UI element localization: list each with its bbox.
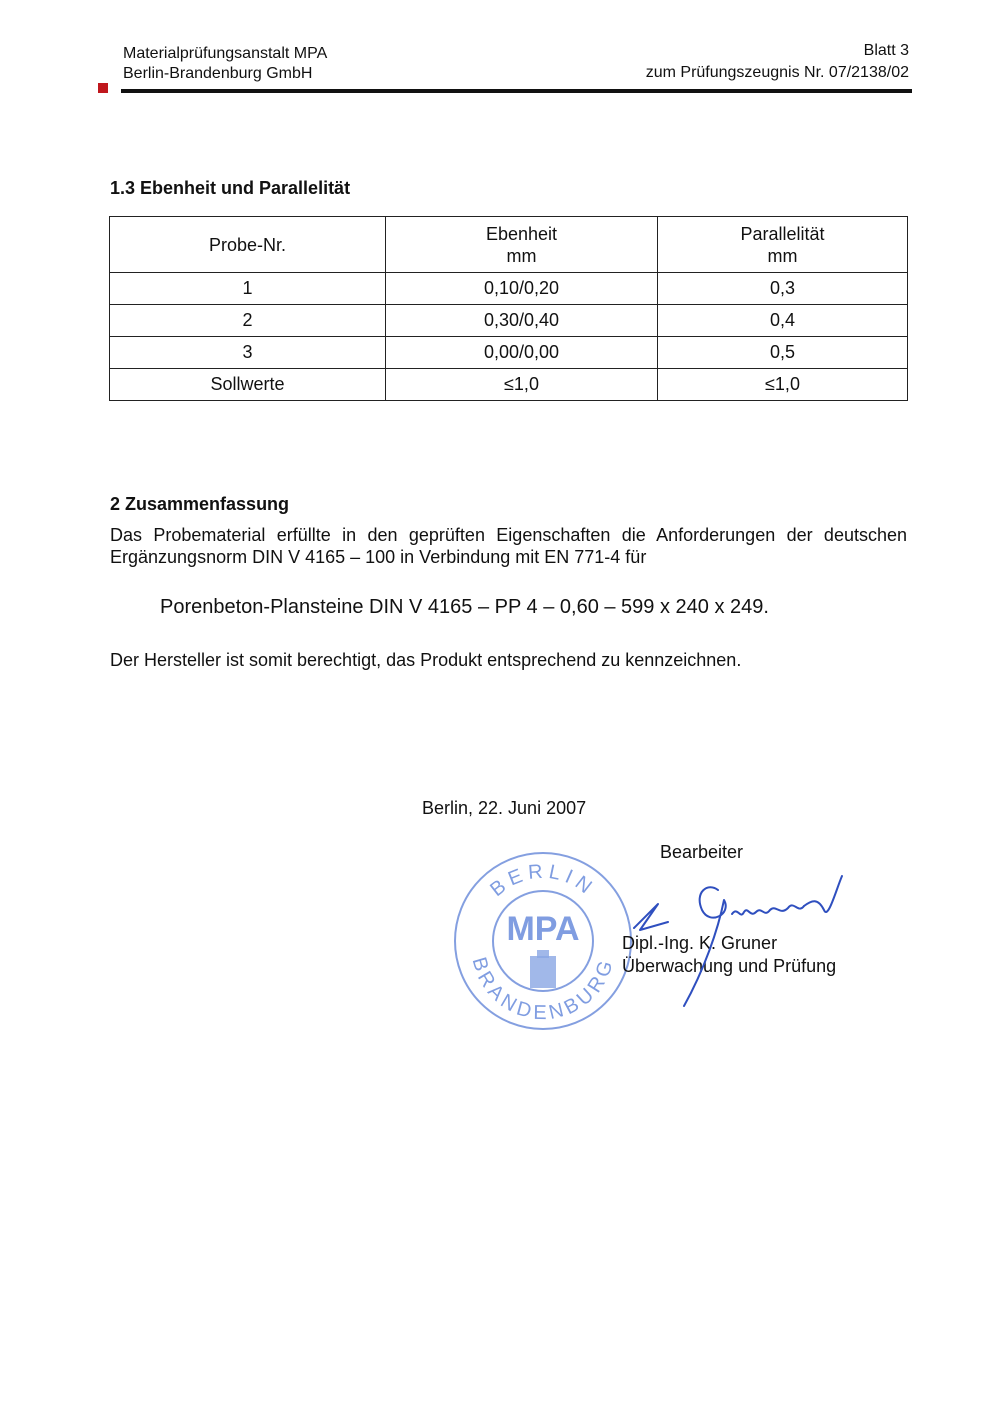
column-header: Ebenheit mm	[386, 217, 658, 273]
table-cell: 0,30/0,40	[386, 305, 658, 337]
sheet-number: Blatt 3	[863, 42, 909, 59]
table-cell: ≤1,0	[386, 369, 658, 401]
table-cell: ≤1,0	[658, 369, 908, 401]
header-organization	[123, 44, 327, 84]
table-cell: 2	[110, 305, 386, 337]
svg-text:BERLIN	[486, 861, 599, 902]
signer-department: Überwachung und Prüfung	[622, 956, 837, 976]
official-seal-stamp	[450, 848, 636, 1034]
flatness-table	[109, 216, 908, 401]
report-reference: zum Prüfungszeugnis Nr. 07/2138/02	[645, 64, 909, 81]
signer-role: Bearbeiter	[660, 842, 744, 862]
table-cell: 0,10/0,20	[386, 273, 658, 305]
table-row	[110, 369, 908, 401]
table-cell: 1	[110, 273, 386, 305]
brand-mark	[98, 83, 108, 93]
table-header-row	[110, 217, 908, 273]
product-designation: Porenbeton-Plansteine DIN V 4165 – PP 4 – 0,60 – 599 x 240 x 249.	[160, 596, 769, 618]
seal-top-text: BERLIN	[486, 860, 600, 902]
table-cell: 0,00/0,00	[386, 337, 658, 369]
table-cell: 0,3	[658, 273, 908, 305]
table-row	[110, 337, 908, 369]
seal-bottom-text: BRANDENBURG	[467, 954, 619, 1025]
table-row	[110, 305, 908, 337]
seal-center-text: MPA	[506, 910, 580, 948]
table-row	[110, 273, 908, 305]
section-title-flatness: 1.3 Ebenheit und Parallelität	[110, 178, 351, 198]
signer-name: Dipl.-Ing. K. Gruner	[622, 933, 778, 953]
table-cell: Sollwerte	[110, 369, 386, 401]
org-name-line2: Berlin-Brandenburg GmbH	[123, 65, 313, 82]
handwritten-signature	[628, 870, 848, 1010]
table-cell: 3	[110, 337, 386, 369]
org-name-line1: Materialprüfungsanstalt MPA	[123, 45, 328, 62]
column-header: Parallelität mm	[658, 217, 908, 273]
conclusion-paragraph: Der Hersteller ist somit berechtigt, das Produkt entsprechend zu kennzeichnen.	[110, 650, 742, 670]
header-rule	[121, 89, 912, 93]
table-cell: 0,5	[658, 337, 908, 369]
table-cell: 0,4	[658, 305, 908, 337]
summary-paragraph: Das Probematerial erfüllte in den geprüften Eigenschaften die Anforderungen der deutschen Ergänzungsnorm DIN V 4165 – 100 in Verbindung mit EN 771-4 für	[110, 525, 907, 567]
column-header: Probe-Nr.	[110, 217, 386, 273]
section-title-summary: 2 Zusammenfassung	[110, 494, 290, 514]
place-date: Berlin, 22. Juni 2007	[422, 798, 587, 818]
header-reference	[646, 40, 909, 84]
